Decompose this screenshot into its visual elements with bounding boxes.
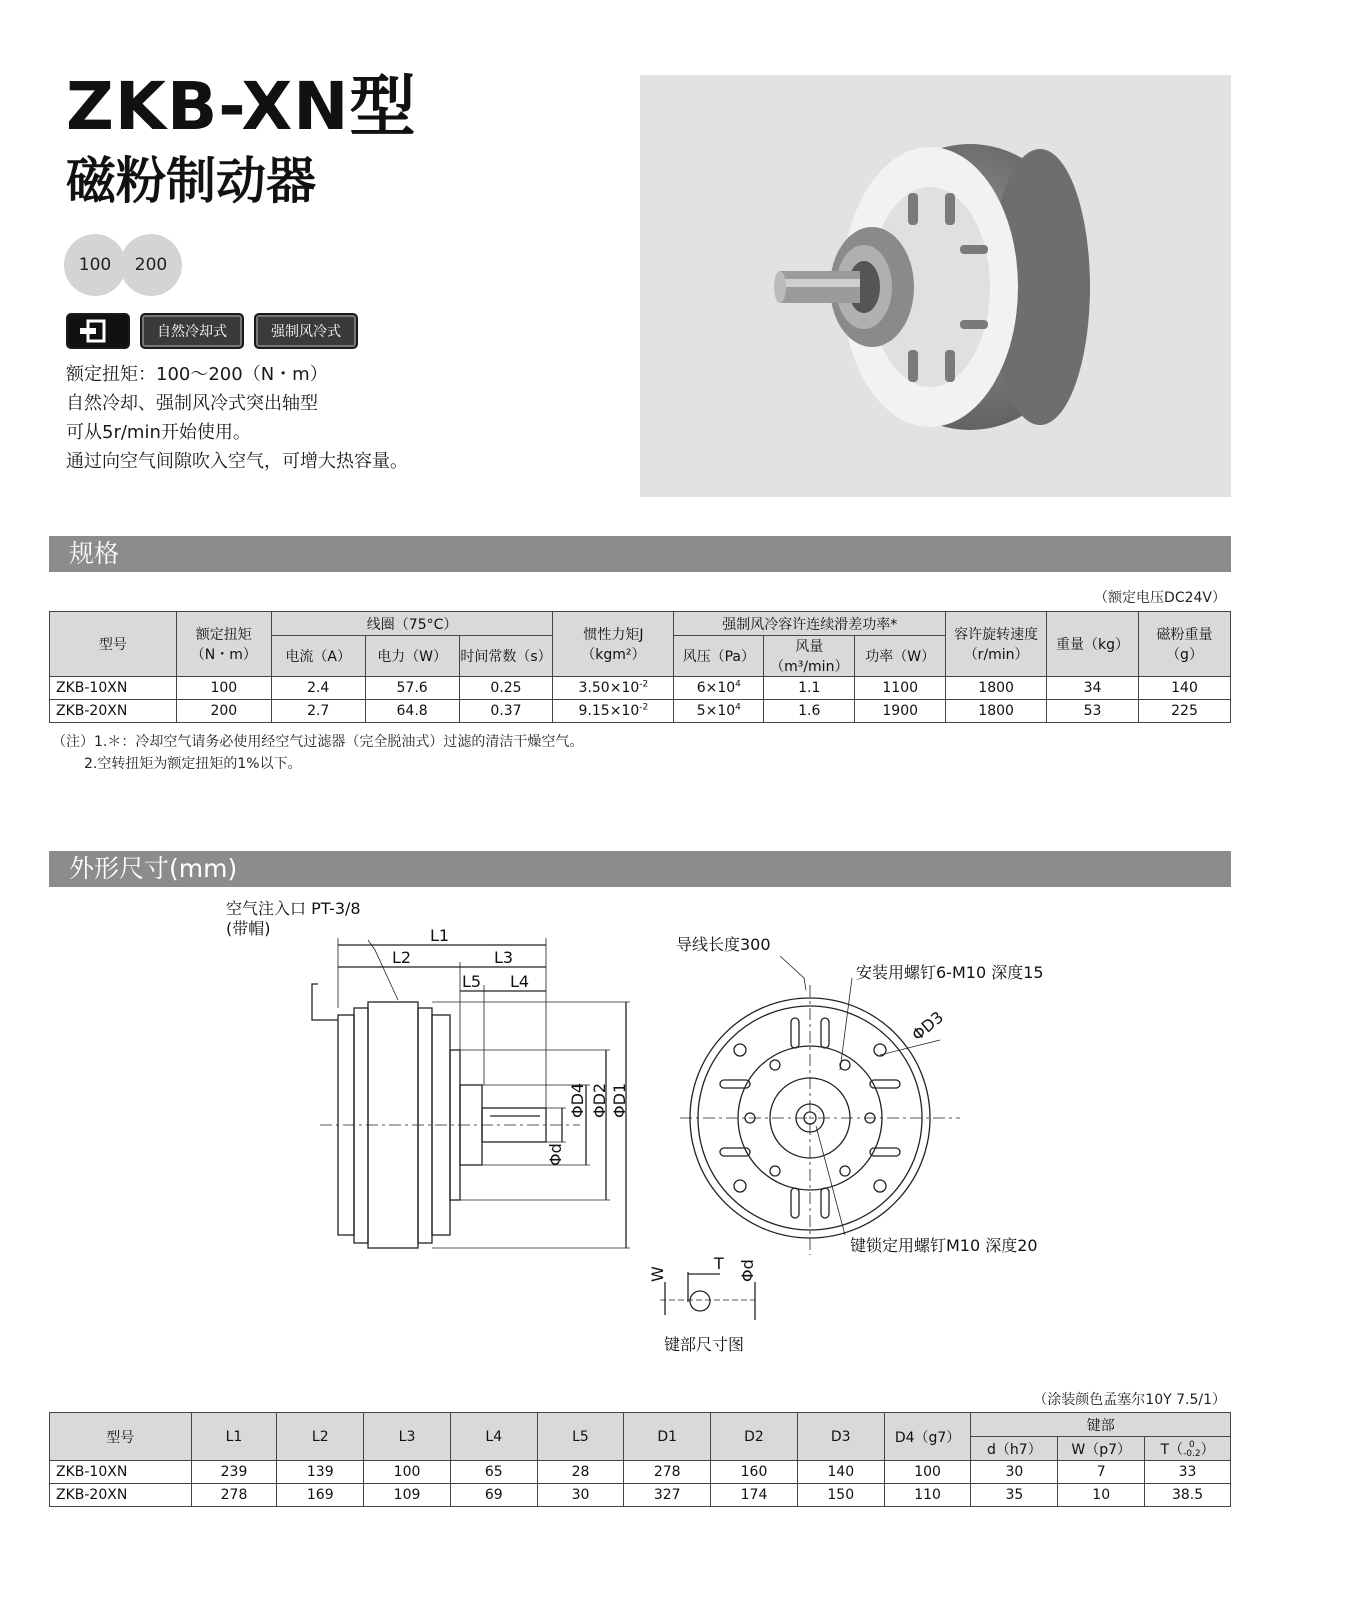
- table-row: ZKB-10XN 239 139 100 65 28 278 160 140 100 30 7 33: [50, 1461, 1231, 1484]
- dim-L2-label: L2: [392, 948, 412, 967]
- key-d-label: Φd: [738, 1259, 757, 1282]
- col-power: 电力（W）: [365, 636, 459, 677]
- desc-line: 可从5r/min开始使用。: [66, 422, 251, 443]
- col-slip-power: 功率（W）: [855, 636, 946, 677]
- col-L2: L2: [277, 1413, 364, 1461]
- dim-D3-label: ΦD3: [908, 1007, 948, 1045]
- size-badge-200: 200: [120, 234, 182, 296]
- key-diagram-label: 键部尺寸图: [664, 1335, 745, 1354]
- col-air-pressure: 风压（Pa）: [674, 636, 764, 677]
- cooling-badges: [66, 313, 358, 349]
- desc-line: 额定扭矩：100～200（N・m）: [66, 364, 328, 385]
- shaft-type-icon: [66, 313, 130, 349]
- spec-table: [49, 611, 1231, 723]
- paint-note: （涂装颜色孟塞尔10Y 7.5/1）: [1033, 1392, 1226, 1408]
- col-air-flow: 风量 （m³/min）: [764, 636, 855, 677]
- dim-L3-label: L3: [494, 948, 514, 967]
- table-row: ZKB-10XN 100 2.4 57.6 0.25 $3.50\times 10^{-2}$ $6\times 10^4$ 1.1 1100 1800 34 140: [50, 677, 1231, 700]
- mount-screw-label: 安装用螺钉6-M10 深度15: [856, 963, 1044, 982]
- key-T-label: T: [714, 1254, 724, 1273]
- col-L1: L1: [191, 1413, 277, 1461]
- note-line: （注）1.＊：冷却空气请务必使用经空气过滤器（完全脱油式）过滤的清洁干燥空气。: [52, 734, 584, 750]
- col-L4: L4: [450, 1413, 537, 1461]
- col-time-const: 时间常数（s）: [459, 636, 553, 677]
- table-row: ZKB-20XN 200 2.7 64.8 0.37 $9.15\times 10^{-2}$ $5\times 10^4$ 1.6 1900 1800 53 225: [50, 700, 1231, 723]
- col-model: 型号: [50, 612, 177, 677]
- col-L3: L3: [364, 1413, 451, 1461]
- dimension-drawing: [220, 890, 1100, 1360]
- spec-section-title: 规格: [49, 536, 1231, 572]
- product-description: [66, 360, 408, 476]
- col-forced-air: 强制风冷容许连续滑差功率*: [674, 612, 946, 636]
- air-inlet-cap-label: (带帽): [226, 919, 271, 938]
- dim-L4-label: L4: [510, 972, 530, 991]
- col-key-t: T（ 0 -0.2）: [1145, 1437, 1231, 1461]
- col-rated-torque: 额定扭矩 （N・m）: [176, 612, 271, 677]
- dim-D2-label: ΦD2: [590, 1082, 609, 1118]
- dim-D4-label: ΦD4: [568, 1082, 587, 1118]
- lead-length-label: 导线长度300: [676, 935, 771, 954]
- dimension-table: [49, 1412, 1231, 1507]
- col-coil: 线圈（75°C）: [271, 612, 553, 636]
- col-key-w: W（p7）: [1058, 1437, 1145, 1461]
- product-photo: [640, 75, 1231, 497]
- col-D3: D3: [797, 1413, 884, 1461]
- table-row: ZKB-20XN 278 169 109 69 30 327 174 150 110 35 10 38.5: [50, 1484, 1231, 1507]
- col-model: 型号: [50, 1413, 192, 1461]
- col-powder: 磁粉重量 （g）: [1139, 612, 1231, 677]
- desc-line: 自然冷却、强制风冷式突出轴型: [66, 393, 318, 414]
- key-W-label: W: [648, 1266, 667, 1282]
- dim-D1-label: ΦD1: [610, 1082, 629, 1118]
- voltage-note: （额定电压DC24V）: [1094, 590, 1226, 606]
- dim-L1-label: L1: [430, 926, 450, 945]
- note-line: 2.空转扭矩为额定扭矩的1%以下。: [84, 756, 302, 772]
- spec-notes: [52, 731, 583, 775]
- col-key: 键部: [971, 1413, 1231, 1437]
- natural-cooling-badge: 自然冷却式: [140, 313, 244, 349]
- col-inertia: 惯性力矩J （kgm²）: [553, 612, 674, 677]
- col-D4: D4（g7）: [884, 1413, 971, 1461]
- key-screw-label: 键锁定用螺钉M10 深度20: [850, 1236, 1038, 1255]
- size-badge-100: 100: [64, 234, 126, 296]
- dimensions-section-title: 外形尺寸(mm): [49, 851, 1231, 887]
- page-title: ZKB-XN型: [66, 68, 417, 145]
- col-weight: 重量（kg）: [1047, 612, 1139, 677]
- dim-d-label: Φd: [546, 1143, 565, 1166]
- col-D1: D1: [624, 1413, 711, 1461]
- col-key-d: d（h7）: [971, 1437, 1058, 1461]
- desc-line: 通过向空气间隙吹入空气，可增大热容量。: [66, 451, 408, 472]
- col-D2: D2: [711, 1413, 798, 1461]
- page-subtitle: 磁粉制动器: [66, 152, 316, 210]
- col-current: 电流（A）: [271, 636, 365, 677]
- col-L5: L5: [537, 1413, 624, 1461]
- forced-air-badge: 强制风冷式: [254, 313, 358, 349]
- air-inlet-label: 空气注入口 PT-3/8: [226, 899, 361, 918]
- col-speed: 容许旋转速度 （r/min）: [946, 612, 1047, 677]
- dim-L5-label: L5: [462, 972, 482, 991]
